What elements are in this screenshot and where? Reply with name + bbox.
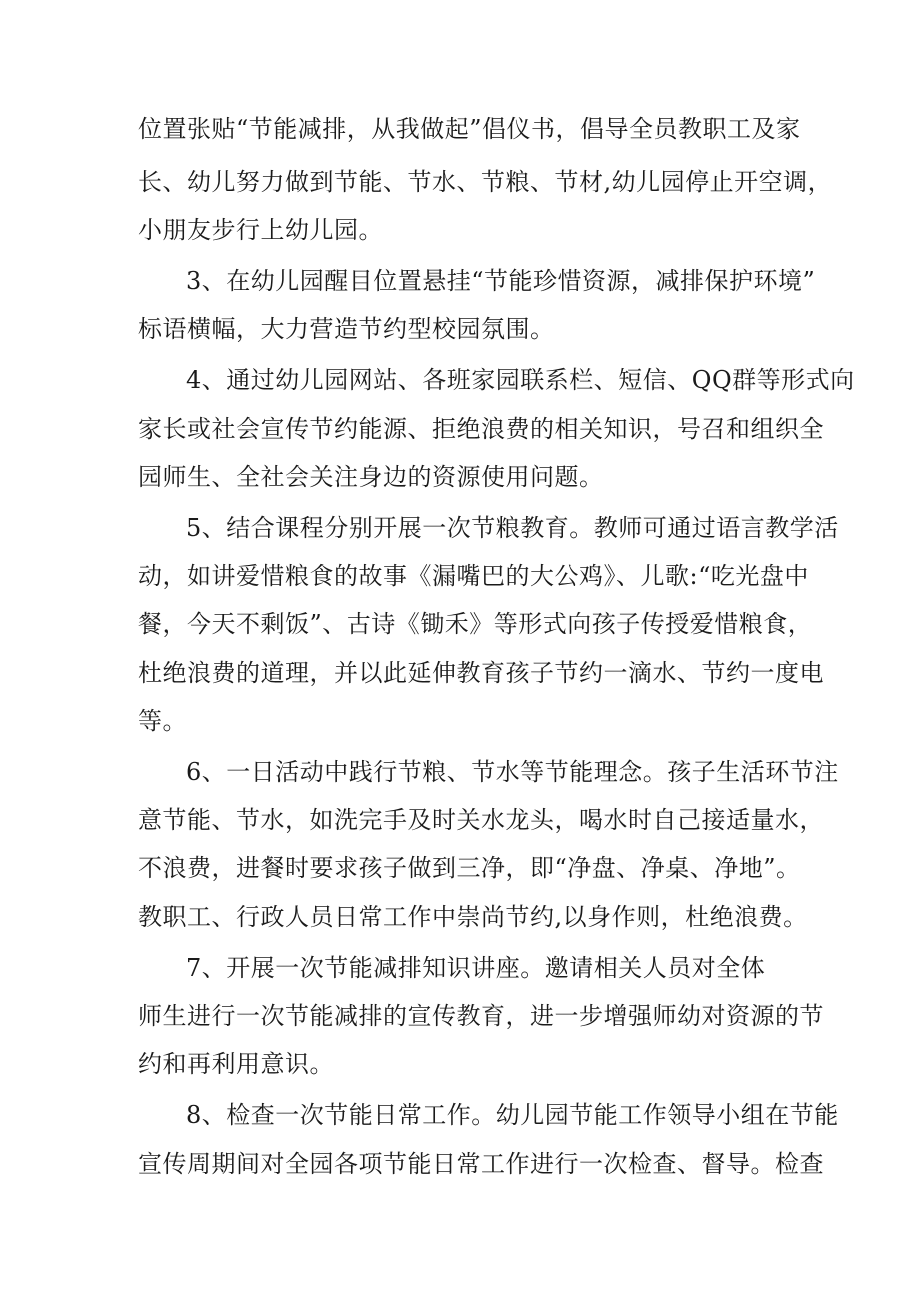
text-line: 园师生、全社会关注身边的资源使用问题。: [138, 463, 604, 491]
text-line: 师生进行一次节能减排的宣传教育，进一步增强师幼对资源的节: [138, 1002, 824, 1030]
text-line: 意节能、节水，如洗完手及时关水龙头，喝水时自己接适量水，: [138, 806, 824, 834]
text-line: 6、一日活动中践行节粮、节水等节能理念。孩子生活环节注: [186, 758, 839, 786]
text-line: 3、在幼儿园醒目位置悬挂“节能珍惜资源，减排保护环境”: [186, 267, 816, 295]
text-line: 餐，今天不剩饭”、古诗《锄禾》等形式向孩子传授爱惜粮食，: [138, 610, 813, 638]
text-line: 不浪费，进餐时要求孩子做到三净，即“净盘、净桌、净地”。: [138, 854, 801, 882]
text-line: 位置张贴“节能减排，从我做起”倡仪书，倡导全员教职工及家: [138, 115, 801, 143]
text-line: 动，如讲爱惜粮食的故事《漏嘴巴的大公鸡》、儿歌:“吃光盘中: [138, 562, 809, 590]
text-line: 家长或社会宣传节约能源、拒绝浪费的相关知识，号召和组织全: [138, 415, 824, 443]
text-line: 约和再利用意识。: [138, 1050, 334, 1078]
text-line: 7、开展一次节能减排知识讲座。邀请相关人员对全体: [186, 954, 766, 982]
text-line: 长、幼儿努力做到节能、节水、节粮、节材,幼儿园停止开空调，: [138, 168, 833, 196]
text-line: 小朋友步行上幼儿园。: [138, 216, 383, 244]
text-line: 等。: [138, 707, 187, 735]
text-line: 标语横幅，大力营造节约型校园氛围。: [138, 315, 555, 343]
text-line: 宣传周期间对全园各项节能日常工作进行一次检查、督导。检查: [138, 1150, 824, 1178]
text-line: 4、通过幼儿园网站、各班家园联系栏、短信、QQ群等形式向: [186, 366, 855, 394]
text-line: 8、检查一次节能日常工作。幼儿园节能工作领导小组在节能: [186, 1101, 839, 1129]
text-line: 教职工、行政人员日常工作中崇尚节约,以身作则，杜绝浪费。: [138, 903, 808, 931]
text-line: 5、结合课程分别开展一次节粮教育。教师可通过语言教学活: [186, 514, 839, 542]
text-line: 杜绝浪费的道理，并以此延伸教育孩子节约一滴水、节约一度电: [138, 659, 824, 687]
